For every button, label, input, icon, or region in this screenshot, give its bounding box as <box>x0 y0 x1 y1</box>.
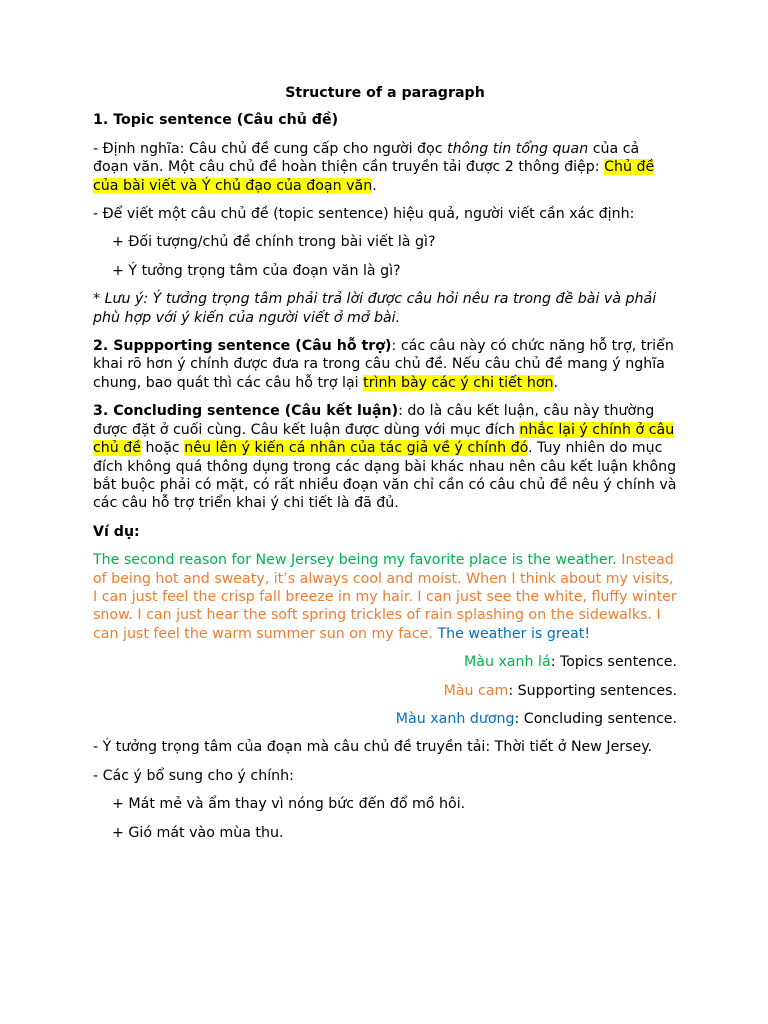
legend-concluding <box>93 710 677 728</box>
topic-def-mid: của cả đoạn văn. Một câu chủ đề hoàn thiện cần truyền tải được 2 thông điệp: <box>93 140 640 176</box>
legend-label: : Concluding sentence. <box>514 710 677 727</box>
legend-color-name: Màu xanh lá <box>464 654 551 671</box>
topic-def-highlight: Chủ đề của bài viết và Ý chủ đạo của đoạn văn <box>93 159 655 194</box>
analysis-bullet: + Gió mát vào mùa thu. <box>112 824 284 841</box>
document-page <box>93 84 677 852</box>
example-paragraph <box>93 551 677 643</box>
analysis-central-idea: - Ý tưởng trọng tâm của đoạn mà câu chủ đề truyền tải: Thời tiết ở New Jersey. <box>93 739 653 756</box>
supporting-heading: 2. Suppporting sentence (Câu hỗ trợ) <box>93 338 392 355</box>
concluding-highlight1: nhắc lại ý chính ở câu chủ đề <box>93 421 675 457</box>
topic-note-text: * Lưu ý: Ý tưởng trọng tâm phải trả lời được câu hỏi nêu ra trong đề bài và phải phù hợp với ý kiến của người viết ở mở bài. <box>93 291 657 326</box>
supporting-highlight: trình bày các ý chi tiết hơn <box>363 374 554 391</box>
concluding-paragraph <box>93 402 677 512</box>
example-concluding-sentence: The weather is great! <box>437 625 591 642</box>
supporting-paragraph <box>93 337 677 392</box>
topic-definition <box>93 140 677 195</box>
legend-topic <box>93 653 677 671</box>
legend-color-name: Màu cam <box>443 682 509 699</box>
topic-heading: 1. Topic sentence (Câu chủ đề) <box>93 112 339 129</box>
topic-def-prefix: - Định nghĩa: Câu chủ đề cung cấp cho người đọc <box>93 140 448 157</box>
analysis-supplements: - Các ý bổ sung cho ý chính: <box>93 767 294 784</box>
example-topic-sentence: The second reason for New Jersey being my favorite place is the weather. <box>93 552 617 569</box>
example-heading: Ví dụ: <box>93 523 140 540</box>
topic-def-end: . <box>372 177 377 194</box>
topic-bullet: + Đối tượng/chủ đề chính trong bài viết là gì? <box>112 234 436 251</box>
concluding-text1: : do là câu kết luận, câu này thường được đặt ở cuối cùng. Câu kết luận được dùng với mục đích <box>93 403 655 438</box>
legend-supporting <box>93 682 677 700</box>
example-supporting-sentences: Instead of being hot and sweaty, it’s always cool and moist. When I think about my visits, I can just feel the crisp fall breeze in my hair. I can just see the white, fluffy winter snow. I can just hear the soft spring trickles of rain splashing on the sidewalks. I can just feel the warm summer sun on my face. <box>93 552 677 642</box>
page-title: Structure of a paragraph <box>285 85 485 101</box>
topic-bullet: + Ý tưởng trọng tâm của đoạn văn là gì? <box>112 262 401 279</box>
topic-howto: - Để viết một câu chủ đề (topic sentence) hiệu quả, người viết cần xác định: <box>93 206 635 223</box>
analysis-bullet: + Mát mẻ và ẩm thay vì nóng bức đến đổ mồ hôi. <box>112 796 466 813</box>
concluding-text2: hoặc <box>141 440 185 457</box>
topic-def-italic: thông tin tổng quan <box>447 140 589 157</box>
supporting-end: . <box>553 374 559 391</box>
supporting-text: : các câu này có chức năng hỗ trợ, triển khai rõ hơn ý chính được đưa ra trong câu chủ đề. Nếu câu chủ đề mang ý nghĩa chung, bao quát thì các câu hỗ trợ lại <box>93 338 674 391</box>
concluding-highlight2: nêu lên ý kiến cá nhân của tác giả về ý chính đó <box>184 440 529 457</box>
legend-label: : Topics sentence. <box>550 654 677 671</box>
legend-label: : Supporting sentences. <box>508 682 677 699</box>
topic-note <box>93 290 677 327</box>
legend-color-name: Màu xanh dương <box>395 710 515 727</box>
concluding-heading: 3. Concluding sentence (Câu kết luận) <box>93 403 399 420</box>
concluding-text3: . Tuy nhiên do mục đích không quá thông dụng trong các dạng bài khác nhau nên câu kết luận không bắt buộc phải có mặt, có rất nhiều đoạn văn chỉ cần có câu chủ đề nêu ý chính và các câu hỗ trợ triển khai ý chi tiết là đã đủ. <box>93 440 677 512</box>
